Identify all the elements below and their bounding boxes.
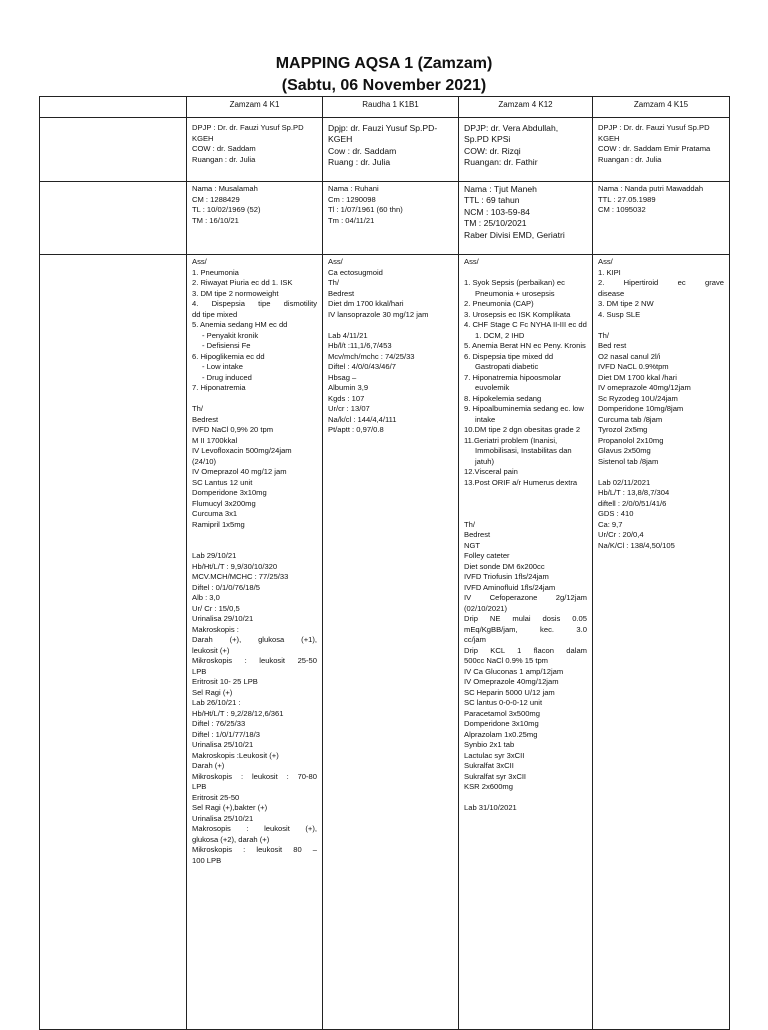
cell-line: Tl : 1/07/1961 (60 thn) — [328, 205, 403, 214]
cell-line: Mikroskopis : leukosit 80 – — [192, 845, 317, 854]
cell-line: Eritrosit 10- 25 LPB — [192, 677, 258, 686]
cell-line: KGEH — [598, 133, 620, 143]
cell-line: Ur/Cr : 20/0,4 — [598, 530, 644, 539]
cell-line: IV Cefoperazone 2g/12jam — [464, 593, 587, 602]
cell-line: Nama : Tjut Maneh — [464, 184, 537, 194]
identity-row — [40, 182, 730, 255]
cell-line: SC Lantus 12 unit — [192, 477, 253, 487]
cell-line: TM : 16/10/21 — [192, 215, 239, 225]
cell-line: M II 1700kkal — [192, 435, 238, 445]
diagnosis-item: 6. Dispepsia tipe mixed dd Gastropati diabetic — [464, 351, 554, 371]
cell-line: Drip KCL 1 flacon dalam — [464, 645, 587, 655]
cell-line: Darah (+), glukosa (+1), — [192, 635, 317, 644]
dpjp-cell — [187, 118, 323, 182]
diagnosis-item: 4. CHF Stage C Fc NYHA II-III ec dd 1. DCM, 2 IHD — [464, 320, 587, 340]
cell-line: Nama : Musalamah — [192, 184, 258, 193]
diagnosis-item: 3. Urosepsis ec ISK Komplikata — [464, 309, 571, 319]
cell-line: Darah (+) — [192, 761, 225, 770]
cell-line: Ca ectosugmoid — [328, 267, 383, 277]
cell-line: 3. DM tipe 2 normoweight — [192, 288, 279, 298]
clinical-cell-k12 — [459, 255, 593, 1030]
cell-line: CM : 1288429 — [192, 194, 240, 204]
cell-line: SC Heparin 5000 U/12 jam — [464, 687, 555, 697]
cell-line: Lactulac syr 3xCII — [464, 750, 525, 760]
cell-line: Hb/Ht/L/T : 9,2/28/12,6/361 — [192, 708, 284, 718]
diagnosis-item: 13.Post ORIF a/r Humerus dextra — [464, 477, 578, 487]
cell-line: COW : dr. Saddam Emir Pratama — [598, 144, 711, 153]
cell-line: Glavus 2x50mg — [598, 446, 651, 455]
cell-line: Lab 29/10/21 — [192, 551, 237, 560]
identity-cell — [459, 182, 593, 255]
clinical-cell-k1b1 — [323, 255, 459, 1030]
diagnosis-item: 2. Pneumonia (CAP) — [464, 299, 534, 308]
header-row — [40, 97, 730, 118]
spacer — [328, 320, 453, 331]
page-subtitle: (Sabtu, 06 November 2021) — [281, 77, 487, 94]
cell-line: Lab 26/10/21 : — [192, 698, 241, 707]
diagnosis-item: 9. Hipoalbuminemia sedang ec. low intake — [464, 404, 584, 424]
cell-line: Albumin 3,9 — [328, 383, 369, 392]
cell-line: 4. Dispepsia tipe dismotility — [192, 299, 317, 308]
diagnosis-item: 8. Hipokelemia sedang — [464, 393, 542, 403]
cell-line: NCM : 103-59-84 — [464, 206, 530, 217]
cell-line: (02/10/2021) — [464, 603, 508, 613]
cell-line: Curcuma tab /8jam — [598, 414, 663, 424]
cell-line: Ur/cr : 13/07 — [328, 404, 370, 413]
cell-line: IVFD Aminofluid 1fls/24jam — [464, 582, 556, 592]
cell-line: Th/ — [192, 404, 203, 413]
cell-line: TTL : 69 tahun — [464, 195, 520, 206]
cell-line: 100 LPB — [192, 855, 222, 865]
cell-line: Bed rest — [598, 341, 627, 350]
spacer — [464, 509, 587, 520]
cell-line: disease — [598, 288, 625, 298]
cell-line: cc/jam — [464, 635, 486, 644]
cell-line: IV omeprazole 40mg/12jam — [598, 383, 691, 392]
cell-line: Raber Divisi EMD, Geriatri — [464, 229, 565, 240]
cell-line: glukosa (+2), darah (+) — [192, 834, 270, 844]
cell-line: Sistenol tab /8jam — [598, 456, 659, 466]
column-header: Zamzam 4 K15 — [593, 97, 730, 118]
cell-line: - Low intake — [202, 362, 243, 371]
cell-line: 2. Hipertiroid ec grave — [598, 278, 724, 287]
cell-line: Lab 31/10/2021 — [464, 803, 517, 812]
cell-line: LPB — [192, 666, 207, 676]
cell-line: Ca: 9,7 — [598, 519, 623, 529]
cell-line: Th/ — [328, 278, 339, 287]
cell-line: Mikroskopis : leukosit 25-50 — [192, 656, 317, 665]
cell-line: COW: dr. Rizqi — [464, 145, 521, 156]
cell-line: 500cc NaCl 0.9% 15 tpm — [464, 656, 548, 665]
identity-cell — [187, 182, 323, 255]
cell-line: - Penyakit kronik — [202, 330, 259, 340]
row-label-cell — [40, 255, 187, 1030]
cell-line: IV Ca Gluconas 1 amp/12jam — [464, 666, 564, 676]
cell-line: Diftel : 1/0/1/77/18/3 — [192, 729, 260, 739]
cell-line: Alb : 3,0 — [192, 593, 220, 602]
cell-line: IV Levofloxacin 500mg/24jam — [192, 446, 292, 455]
cell-line: Lab 4/11/21 — [328, 330, 368, 340]
cell-line: Sel Ragi (+),bakter (+) — [192, 803, 268, 812]
dpjp-cell — [593, 118, 730, 182]
cell-line: Hbsag – — [328, 372, 357, 382]
cell-line: Diet DM 1700 kkal /hari — [598, 372, 677, 382]
cell-line: Urinalisa 29/10/21 — [192, 614, 254, 623]
diagnosis-item: 11.Geriatri problem (Inanisi, Immobilisasi, Instabilitas dan jatuh) — [464, 435, 572, 466]
row-label-cell — [40, 118, 187, 182]
spacer — [598, 467, 724, 478]
cell-line: Flumucyl 3x200mg — [192, 498, 256, 508]
clinical-cell-k15 — [593, 255, 730, 1030]
cell-line: Drip NE mulai dosis 0.05 — [464, 614, 587, 623]
cell-line: Hb/l/t :11,1/6,7/453 — [328, 341, 392, 350]
cell-line: TM : 25/10/2021 — [464, 218, 527, 229]
cell-line: 5. Anemia sedang HM ec dd — [192, 320, 288, 329]
column-header: Zamzam 4 K1 — [187, 97, 323, 118]
cell-line: Diftel : 0/1/0/76/18/5 — [192, 582, 260, 592]
cell-line: Diet sonde DM 6x200cc — [464, 561, 545, 571]
cell-line: mEq/KgBB/jam, kec. 3.0 — [464, 624, 587, 634]
cell-line: diftell : 2/0/0/51/41/6 — [598, 498, 667, 508]
cell-line: Mikroskopis : leukosit : 70-80 — [192, 771, 317, 781]
cell-line: Bedrest — [328, 288, 355, 298]
cell-line: Hb/Ht/L/T : 9,9/30/10/320 — [192, 561, 278, 571]
cell-line: dd tipe mixed — [192, 309, 238, 319]
cell-line: Cow : dr. Saddam — [328, 145, 397, 156]
diagnosis-item: 5. Anemia Berat HN ec Peny. Kronis — [464, 341, 586, 350]
cell-line: O2 nasal canul 2l/i — [598, 351, 661, 361]
cell-line: Domperidone 3x10mg — [192, 488, 267, 497]
cell-line: LPB — [192, 782, 207, 791]
cell-line: Sel Ragi (+) — [192, 687, 233, 697]
cell-line: Ruangan : dr. Julia — [192, 154, 256, 164]
cell-line: 7. Hiponatremia — [192, 383, 246, 392]
cell-line: Na/k/cl : 144/4,4/111 — [328, 414, 397, 424]
cell-line: Tm : 04/11/21 — [328, 215, 375, 225]
cell-line: Lab 02/11/2021 — [598, 477, 651, 487]
spacer — [464, 488, 587, 499]
cell-line: Urinalisa 25/10/21 — [192, 813, 254, 823]
row-label-cell — [40, 182, 187, 255]
cell-line: 1. Pneumonia — [192, 267, 239, 277]
cell-line: Propanolol 2x10mg — [598, 435, 664, 445]
cell-line: Ruangan : dr. Julia — [598, 154, 662, 164]
cell-line: Ass/ — [328, 257, 343, 266]
identity-cell — [593, 182, 730, 255]
cell-line: Nama : Ruhani — [328, 184, 379, 193]
cell-line: COW : dr. Saddam — [192, 144, 256, 153]
spacer — [464, 499, 587, 510]
cell-line: DPJP: dr. Vera Abdullah, — [464, 123, 559, 133]
cell-line: Kgds : 107 — [328, 393, 365, 403]
diagnosis-item: 1. Syok Sepsis (perbaikan) ec Pneumonia + urosepsis — [464, 278, 565, 298]
spacer — [598, 320, 724, 331]
dpjp-cell — [323, 118, 459, 182]
cell-line: Alprazolam 1x0.25mg — [464, 729, 538, 739]
cell-line: Pt/aptt : 0,97/0.8 — [328, 425, 384, 434]
spacer — [192, 530, 317, 541]
cell-line: Eritrosit 25-50 — [192, 792, 240, 802]
cell-line: NGT — [464, 540, 481, 550]
cell-line: Bedrest — [192, 414, 219, 424]
cell-line: KGEH — [328, 134, 353, 145]
cell-line: Makroskopis : — [192, 624, 239, 634]
cell-line: MCV.MCH/MCHC : 77/25/33 — [192, 572, 289, 581]
cell-line: KGEH — [192, 133, 214, 143]
cell-line: Ass/ — [464, 257, 479, 266]
cell-line: Urinalisa 25/10/21 — [192, 740, 254, 749]
cell-line: TTL : 27.05.1989 — [598, 194, 656, 204]
diagnosis-item: 12.Visceral pain — [464, 467, 518, 476]
cell-line: Synbio 2x1 tab — [464, 740, 515, 749]
cell-line: Sc Ryzodeg 10U/24jam — [598, 393, 678, 403]
dpjp-row — [40, 118, 730, 182]
cell-line: Folley cateter — [464, 551, 510, 560]
cell-line: CM : 1095032 — [598, 205, 646, 214]
cell-line: Ur/ Cr : 15/0,5 — [192, 603, 240, 613]
cell-line: Cm : 1290098 — [328, 194, 376, 204]
cell-line: Mcv/mch/mchc : 74/25/33 — [328, 351, 415, 361]
diagnosis-item: 7. Hiponatremia hipoosmolar euvolemik — [464, 372, 562, 392]
cell-line: Diftel : 4/0/0/43/46/7 — [328, 362, 396, 371]
cell-line: 3. DM tipe 2 NW — [598, 299, 654, 308]
column-header: Raudha 1 K1B1 — [323, 97, 459, 118]
cell-line: IVFD NaCL 0.9%tpm — [598, 362, 669, 371]
cell-line: Bedrest — [464, 530, 491, 539]
cell-line: Diftel : 76/25/33 — [192, 719, 246, 728]
cell-line: IV Omeprazole 40mg/12jam — [464, 677, 559, 686]
clinical-cell-k1 — [187, 255, 323, 1030]
cell-line: (24/10) — [192, 456, 217, 466]
diagnosis-item: 10.DM tipe 2 dgn obesitas grade 2 — [464, 425, 581, 434]
dpjp-cell — [459, 118, 593, 182]
cell-line: Nama : Nanda putri Mawaddah — [598, 184, 704, 193]
cell-line: Dpjp: dr. Fauzi Yusuf Sp.PD- — [328, 123, 438, 133]
column-header: Zamzam 4 K12 — [459, 97, 593, 118]
cell-line: KSR 2x600mg — [464, 782, 513, 791]
cell-line: DPJP : Dr. dr. Fauzi Yusuf Sp.PD — [598, 123, 710, 132]
cell-line: Tyrozol 2x5mg — [598, 425, 648, 434]
cell-line: 6. Hipoglikemia ec dd — [192, 351, 265, 361]
cell-line: Ruang : dr. Julia — [328, 157, 391, 168]
cell-line: Sp.PD KPSi — [464, 134, 511, 145]
cell-line: Ramipril 1x5mg — [192, 519, 245, 529]
cell-line: Makrosopis : leukosit (+), — [192, 824, 317, 833]
cell-line: SC lantus 0-0-0-12 unit — [464, 698, 543, 707]
clinical-row — [40, 255, 730, 1030]
cell-line: Makroskopis :Leukosit (+) — [192, 750, 279, 760]
cell-line: Paracetamol 3x500mg — [464, 708, 540, 718]
cell-line: Diet dm 1700 kkal/hari — [328, 299, 404, 308]
cell-line: Domperidone 3x10mg — [464, 719, 539, 728]
mapping-table — [39, 96, 730, 1030]
cell-line: Ass/ — [192, 257, 207, 266]
identity-cell — [323, 182, 459, 255]
spacer — [192, 394, 317, 405]
cell-line: IV Omeprazol 40 mg/12 jam — [192, 467, 287, 476]
cell-line: IV lansoprazole 30 mg/12 jam — [328, 309, 429, 319]
cell-line: Th/ — [598, 330, 609, 340]
cell-line: - Defisiensi Fe — [202, 341, 251, 350]
spacer — [192, 541, 317, 552]
cell-line: Hb/L/T : 13,8/8,7/304 — [598, 488, 670, 497]
cell-line: Domperidone 10mg/8jam — [598, 404, 684, 413]
cell-line: IVFD NaCl 0,9% 20 tpm — [192, 425, 274, 434]
cell-line: Ruangan: dr. Fathir — [464, 157, 538, 168]
cell-line: - Drug induced — [202, 372, 252, 382]
page-title: MAPPING AQSA 1 (Zamzam) — [275, 55, 493, 72]
cell-line: TL : 10/02/1969 (52) — [192, 205, 261, 214]
cell-line: 1. KIPI — [598, 267, 621, 277]
cell-line: DPJP : Dr. dr. Fauzi Yusuf Sp.PD — [192, 123, 304, 132]
cell-line: leukosit (+) — [192, 645, 230, 655]
cell-line: Th/ — [464, 519, 475, 529]
cell-line: 2. Riwayat Piuria ec dd 1. ISK — [192, 278, 293, 287]
cell-line: Curcuma 3x1 — [192, 509, 238, 518]
cell-line: 4. Susp SLE — [598, 309, 641, 319]
cell-line: Na/K/Cl : 138/4,50/105 — [598, 540, 675, 550]
cell-line: Sukralfat syr 3xCII — [464, 771, 527, 781]
cell-line: IVFD Triofusin 1fls/24jam — [464, 572, 549, 581]
spacer — [464, 268, 587, 279]
cell-line: Sukralfat 3xCII — [464, 761, 514, 770]
header-blank-cell — [40, 97, 187, 118]
cell-line: GDS : 410 — [598, 509, 634, 518]
cell-line: Ass/ — [598, 257, 613, 266]
spacer — [464, 793, 587, 804]
